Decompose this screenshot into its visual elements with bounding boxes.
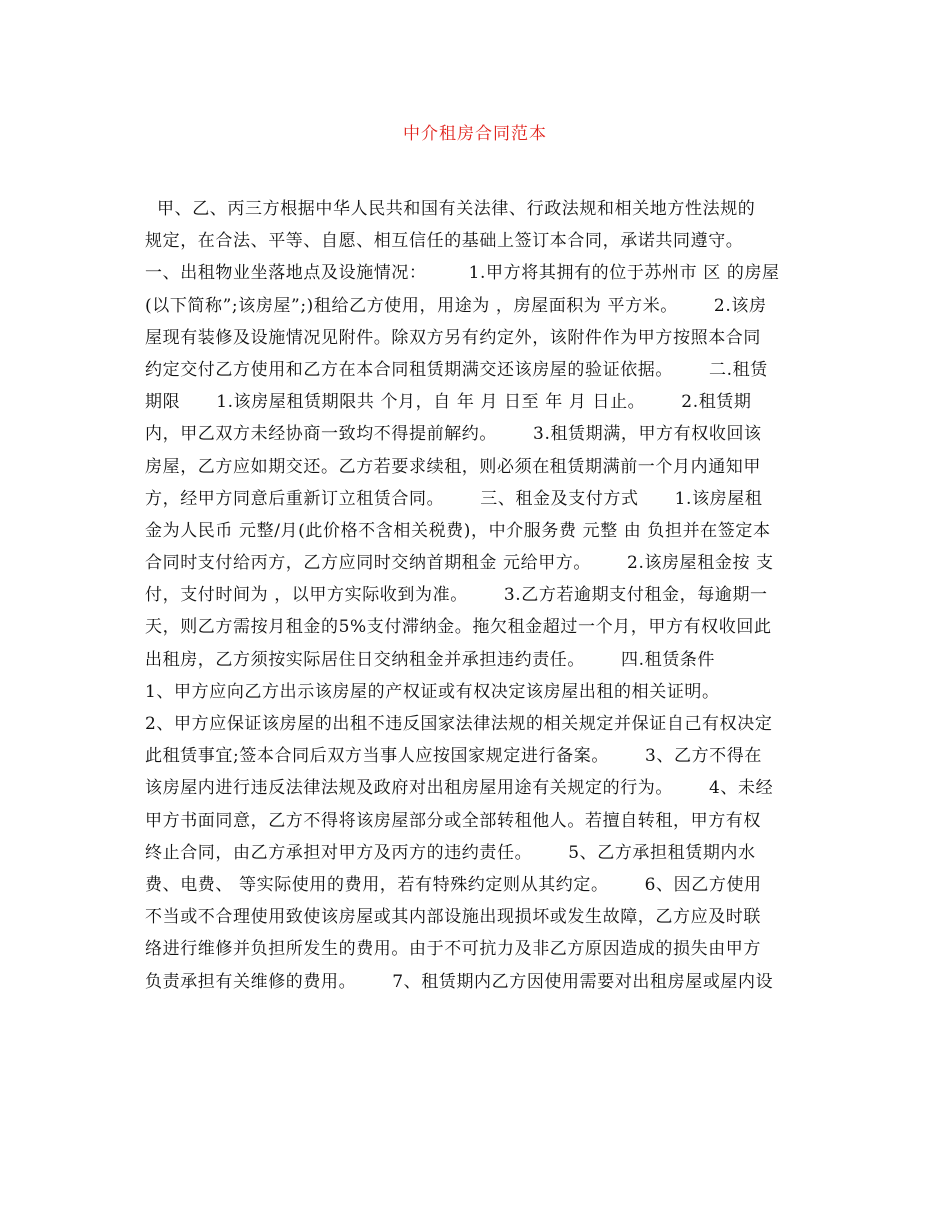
body-text-line: 金为人民币 元整/月(此价格不含相关税费)，中介服务费 元整 由 负担并在签定本 <box>145 520 771 541</box>
body-text-line: 不当或不合理使用致使该房屋或其内部设施出现损坏或发生故障，乙方应及时联 <box>145 907 761 928</box>
body-text-line: 费、电费、 等实际使用的费用，若有特殊约定则从其约定。 6、因乙方使用 <box>145 874 762 895</box>
body-text-line: (以下简称”;该房屋”;)租给乙方使用，用途为 ，房屋面积为 平方米。 2.该房 <box>145 295 767 316</box>
body-text-line: 天，则乙方需按月租金的5%支付滞纳金。拖欠租金超过一个月，甲方有权收回此 <box>145 617 772 638</box>
body-text-line: 甲方书面同意，乙方不得将该房屋部分或全部转租他人。若擅自转租，甲方有权 <box>145 810 761 831</box>
body-text-line: 2、甲方应保证该房屋的出租不违反国家法律法规的相关规定并保证自己有权决定 <box>145 714 773 734</box>
body-text-line: 约定交付乙方使用和乙方在本合同租赁期满交还该房屋的验证依据。 二.租赁 <box>145 359 768 380</box>
body-text-line: 此租赁事宜;签本合同后双方当事人应按国家规定进行备案。 3、乙方不得在 <box>145 746 762 767</box>
body-text-line: 出租房，乙方须按实际居住日交纳租金并承担违约责任。 四.租赁条件 <box>145 649 716 670</box>
body-text-line: 1、甲方应向乙方出示该房屋的产权证或有权决定该房屋出租的相关证明。 <box>145 681 720 702</box>
body-text-line: 内，甲乙双方未经协商一致均不得提前解约。 3.租赁期满，甲方有权收回该 <box>145 424 762 445</box>
body-text-line: 屋现有装修及设施情况见附件。除双方另有约定外，该附件作为甲方按照本合同 <box>145 327 761 348</box>
body-text-line: 方，经甲方同意后重新订立租赁合同。 三、租金及支付方式 1.该房屋租 <box>145 488 763 509</box>
body-text-line: 期限 1.该房屋租赁期限共 个月，自 年 月 日至 年 月 日止。 2.租赁期 <box>145 392 752 413</box>
body-text-line: 终止合同，由乙方承担对甲方及丙方的违约责任。 5、乙方承担租赁期内水 <box>145 842 756 863</box>
document-title: 中介租房合同范本 <box>403 124 547 144</box>
body-text-line: 负责承担有关维修的费用。 7、租赁期内乙方因使用需要对出租房屋或屋内设 <box>145 971 774 992</box>
body-text-line: 付，支付时间为 ，以甲方实际收到为准。 3.乙方若逾期支付租金，每逾期一 <box>145 585 768 606</box>
body-text-line: 一、出租物业坐落地点及设施情况： 1.甲方将其拥有的位于苏州市 区 的房屋 <box>145 263 780 284</box>
body-text-line: 合同时支付给丙方，乙方应同时交纳首期租金 元给甲方。 2.该房屋租金按 支 <box>145 553 774 574</box>
body-text-line: 该房屋内进行违反法律法规及政府对出租房屋用途有关规定的行为。 4、未经 <box>145 778 774 799</box>
body-text-line: 规定，在合法、平等、自愿、相互信任的基础上签订本合同，承诺共同遵守。 <box>145 231 744 252</box>
body-text-line: 甲、乙、丙三方根据中华人民共和国有关法律、行政法规和相关地方性法规的 <box>145 199 756 219</box>
body-text-line: 络进行维修并负担所发生的费用。由于不可抗力及非乙方原因造成的损失由甲方 <box>145 939 761 960</box>
document-body <box>145 193 810 998</box>
body-text-line: 房屋，乙方应如期交还。乙方若要求续租，则必须在租赁期满前一个月内通知甲 <box>145 456 761 477</box>
